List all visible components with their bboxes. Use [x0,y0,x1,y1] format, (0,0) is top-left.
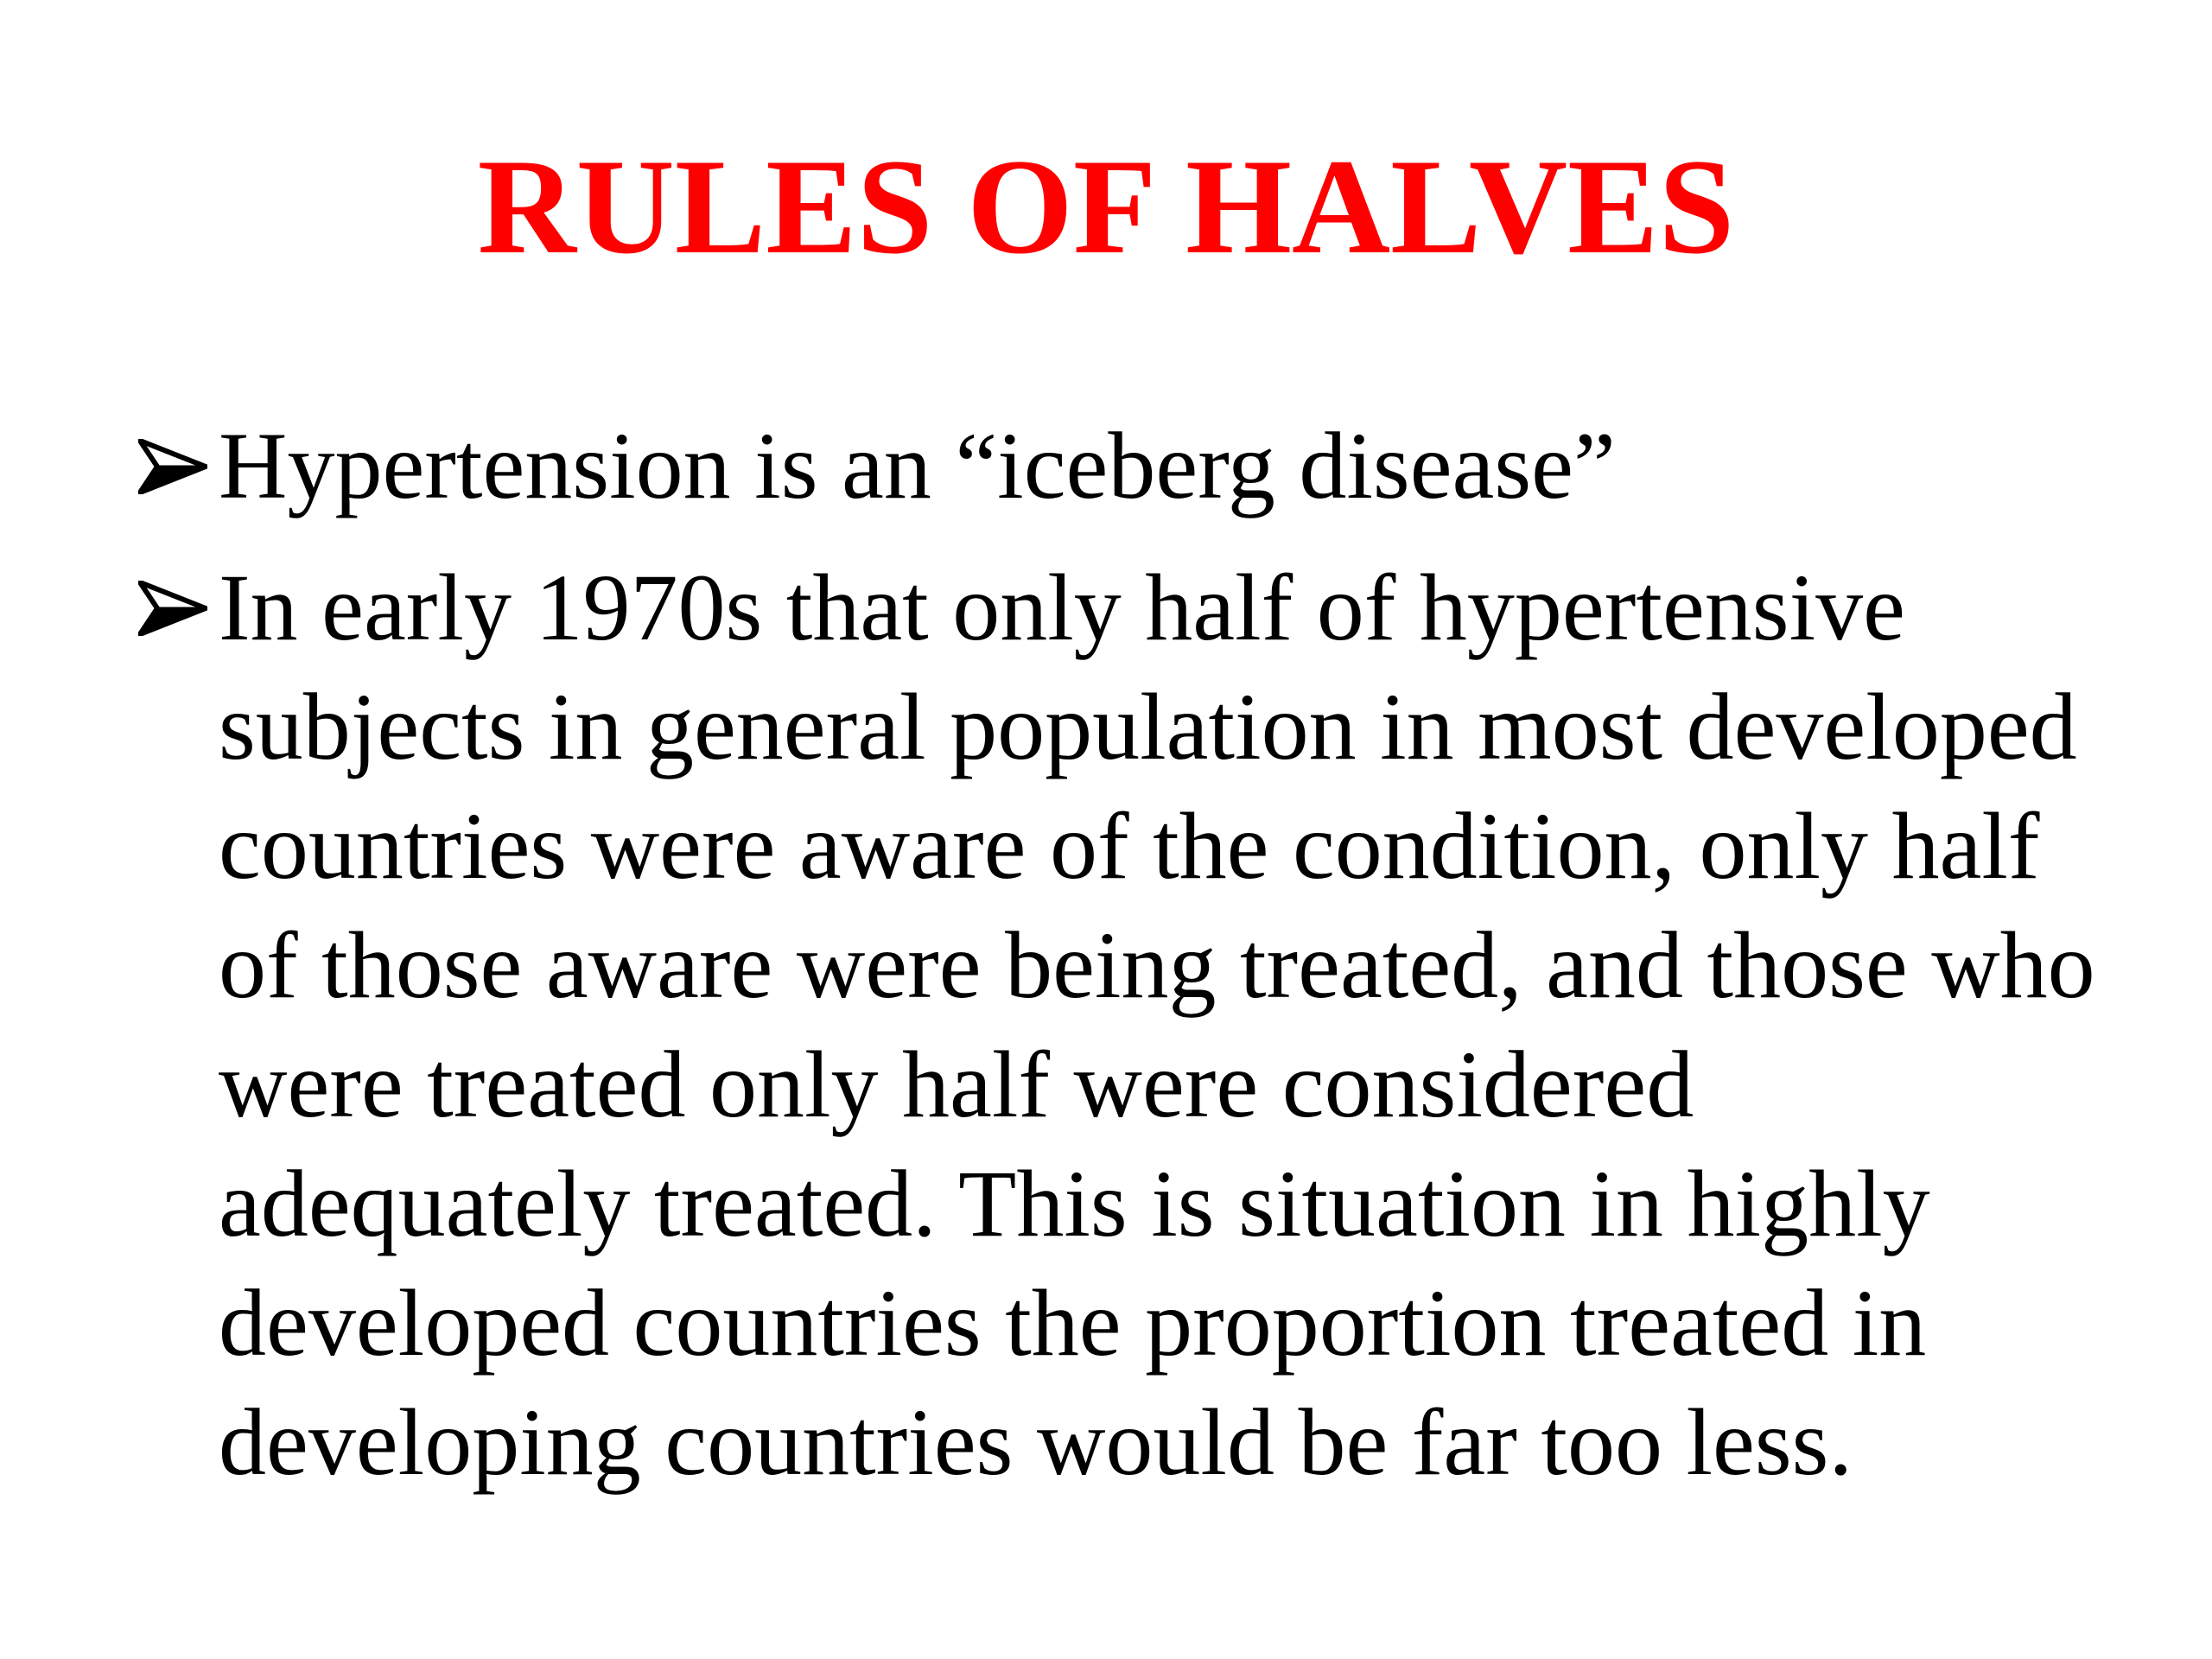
bullet-item-1 [138,406,2126,525]
bullet-list [138,406,2126,1524]
bullet-item-2 [138,548,2126,1502]
slide-title: RULES OF HALVES [477,131,1735,283]
bullet-text-1: Hypertension is an “iceberg disease” [219,413,1616,518]
bullet-text-2: In early 1970s that only half of hypertensive subjects in general population in most developed countries were aware of the condition, only half of those aware were being treated, and those who were treated only half were considered adequately treated. This is situation in highly developed countries the proportion treated in developing countries would be far too less. [219,555,2095,1495]
arrowhead-bullet-icon [138,439,207,494]
arrowhead-bullet-icon [138,581,207,636]
